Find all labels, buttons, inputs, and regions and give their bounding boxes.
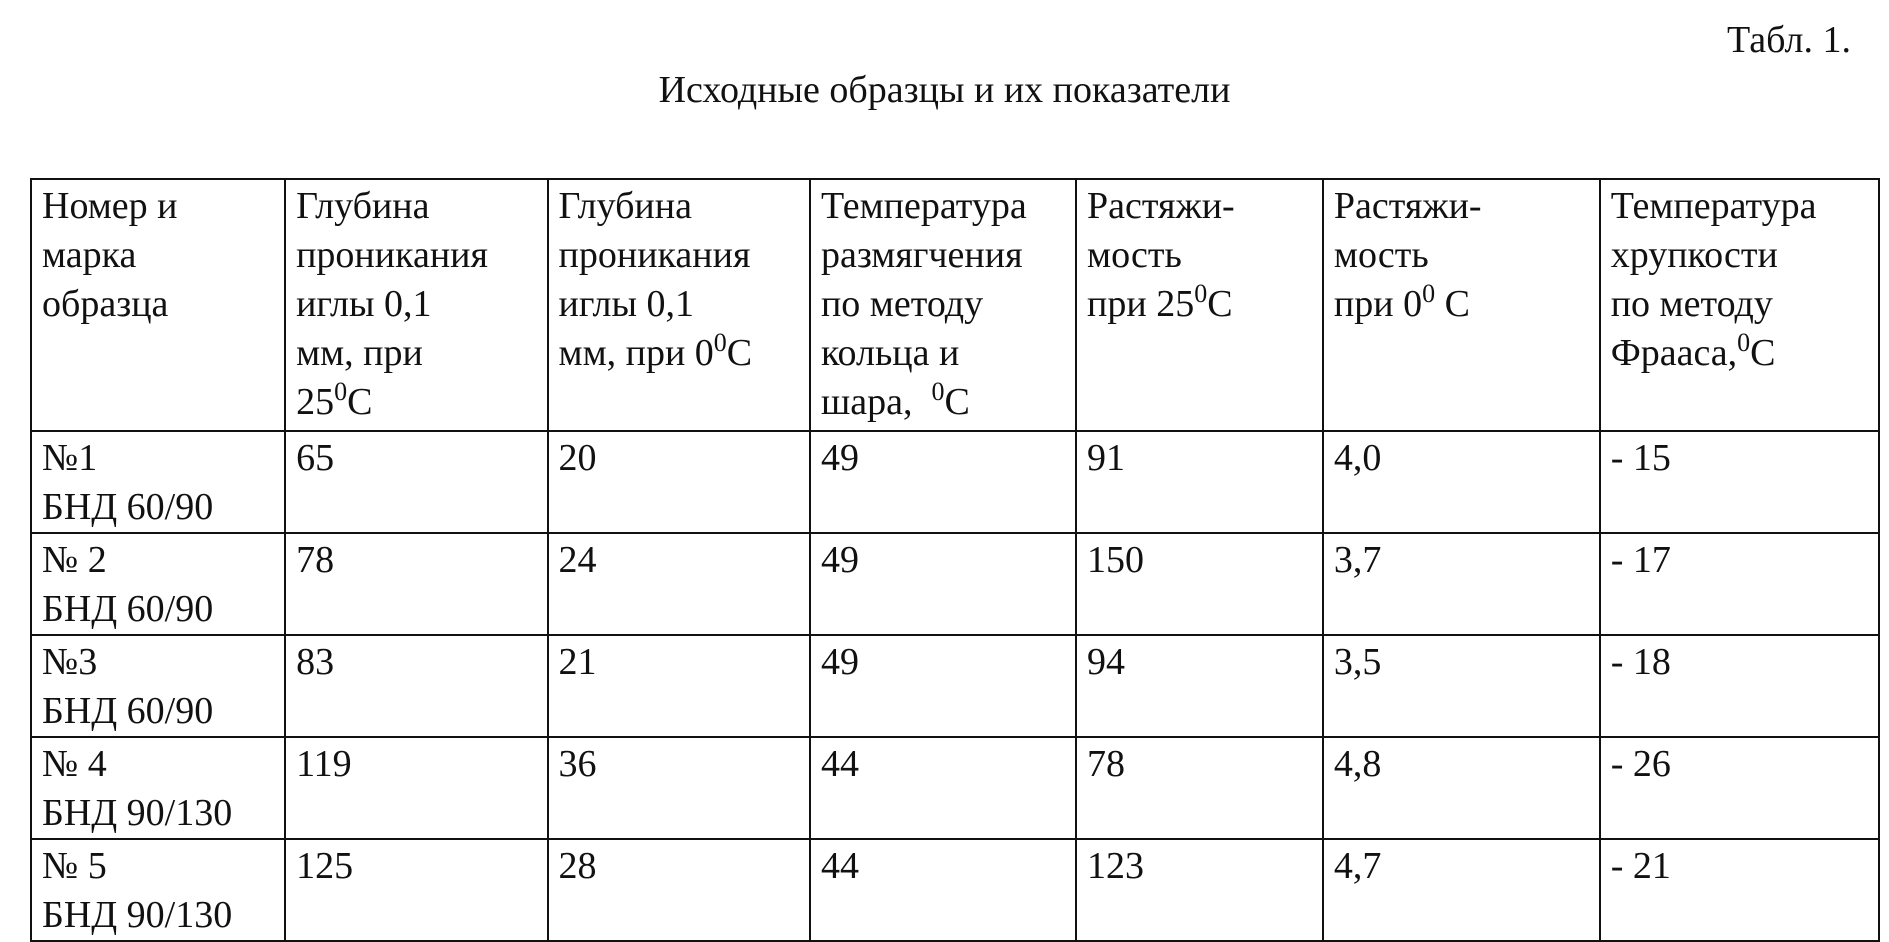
table-cell: 49 [810, 431, 1076, 533]
degree-superscript: 0 [713, 328, 727, 357]
header-line: мм, при [296, 332, 423, 374]
header-line: Глубина [558, 185, 692, 227]
table-header-row [31, 179, 1879, 431]
header-text: 25 [296, 381, 335, 423]
degree-superscript: 0 [1737, 328, 1751, 357]
header-unit: C [1207, 283, 1233, 325]
column-header [1076, 179, 1323, 431]
sample-number: № 5 [42, 845, 107, 887]
header-line: по методу [1610, 283, 1773, 325]
table-cell: - 21 [1600, 839, 1879, 941]
table-cell: - 15 [1600, 431, 1879, 533]
header-line [821, 378, 1065, 430]
header-text: мм, при 0 [558, 332, 714, 374]
column-header [285, 179, 547, 431]
header-text: при 0 [1333, 283, 1423, 325]
sample-number: №1 [42, 437, 98, 479]
table-cell: - 18 [1600, 635, 1879, 737]
header-line: марка [42, 234, 137, 276]
table-cell: 28 [548, 839, 810, 941]
header-text: Фрааса, [1610, 332, 1738, 374]
sample-cell [31, 737, 285, 839]
table-cell: 49 [810, 533, 1076, 635]
header-line: по методу [820, 283, 984, 325]
table-cell: 36 [548, 737, 810, 839]
header-line [296, 378, 536, 430]
table-cell: 83 [285, 635, 547, 737]
header-line [559, 329, 799, 381]
column-header [548, 179, 810, 431]
table-cell: 3,5 [1323, 635, 1600, 737]
table-row [31, 431, 1879, 533]
header-line: иглы 0,1 [558, 283, 695, 325]
header-line [1087, 280, 1312, 332]
header-text: при 25 [1087, 283, 1195, 325]
header-line: Температура [820, 185, 1027, 227]
table-cell: 78 [1076, 737, 1323, 839]
degree-superscript: 0 [931, 377, 945, 406]
sample-grade: БНД 60/90 [42, 486, 214, 528]
header-unit: C [726, 332, 753, 374]
sample-number: № 4 [42, 743, 107, 785]
header-line: иглы 0,1 [296, 283, 432, 325]
header-line: Растяжи- [1087, 185, 1235, 227]
table-cell: 150 [1076, 533, 1323, 635]
sample-cell [31, 431, 285, 533]
sample-number: № 2 [42, 539, 107, 581]
header-line: Температура [1610, 185, 1817, 227]
sample-grade: БНД 90/130 [42, 894, 233, 936]
column-header [31, 179, 285, 431]
table-cell: - 26 [1600, 737, 1879, 839]
degree-superscript: 0 [1422, 279, 1436, 308]
table-number-label: Табл. 1. [1727, 19, 1851, 61]
table-cell: 78 [285, 533, 547, 635]
header-unit: C [944, 381, 970, 423]
sample-grade: БНД 60/90 [42, 588, 214, 630]
header-line: размягчения [820, 234, 1023, 276]
header-line: Номер и [42, 185, 178, 227]
column-header [1600, 179, 1879, 431]
table-cell: 123 [1076, 839, 1323, 941]
sample-number: №3 [42, 641, 98, 683]
sample-cell [31, 635, 285, 737]
table-row [31, 839, 1879, 941]
table-cell: 3,7 [1323, 533, 1600, 635]
table-cell: 49 [810, 635, 1076, 737]
sample-cell [31, 533, 285, 635]
header-line: образца [42, 283, 169, 325]
header-line [1611, 329, 1868, 381]
table-cell: 91 [1076, 431, 1323, 533]
sample-grade: БНД 90/130 [42, 792, 233, 834]
table-cell: 21 [548, 635, 810, 737]
table-cell: 4,7 [1323, 839, 1600, 941]
degree-superscript: 0 [334, 377, 348, 406]
header-line: проникания [296, 234, 488, 276]
header-line: Глубина [296, 185, 430, 227]
table-cell: 44 [810, 737, 1076, 839]
table-cell: 94 [1076, 635, 1323, 737]
table-body [31, 431, 1879, 941]
table-cell: 4,0 [1323, 431, 1600, 533]
header-line: мость [1087, 234, 1182, 276]
table-row [31, 737, 1879, 839]
header-unit: C [347, 381, 373, 423]
table-cell: 4,8 [1323, 737, 1600, 839]
header-line: проникания [558, 234, 751, 276]
table-cell: 119 [285, 737, 547, 839]
table-cell: 65 [285, 431, 547, 533]
header-line: кольца и [820, 332, 960, 374]
degree-superscript: 0 [1194, 279, 1208, 308]
header-line: мость [1333, 234, 1429, 276]
sample-grade: БНД 60/90 [42, 690, 214, 732]
column-header [810, 179, 1076, 431]
table-row [31, 635, 1879, 737]
samples-table [30, 178, 1880, 942]
table-cell: 125 [285, 839, 547, 941]
table-cell: - 17 [1600, 533, 1879, 635]
header-unit: C [1750, 332, 1776, 374]
table-cell: 20 [548, 431, 810, 533]
table-title: Исходные образцы и их показатели [658, 69, 1231, 111]
header-line [1334, 280, 1589, 332]
table-row [31, 533, 1879, 635]
header-unit: C [1435, 283, 1470, 325]
sample-cell [31, 839, 285, 941]
header-line: хрупкости [1610, 234, 1778, 276]
column-header [1323, 179, 1600, 431]
table-cell: 44 [810, 839, 1076, 941]
header-line: Растяжи- [1333, 185, 1482, 227]
table-cell: 24 [548, 533, 810, 635]
header-text: шара, [820, 381, 932, 423]
